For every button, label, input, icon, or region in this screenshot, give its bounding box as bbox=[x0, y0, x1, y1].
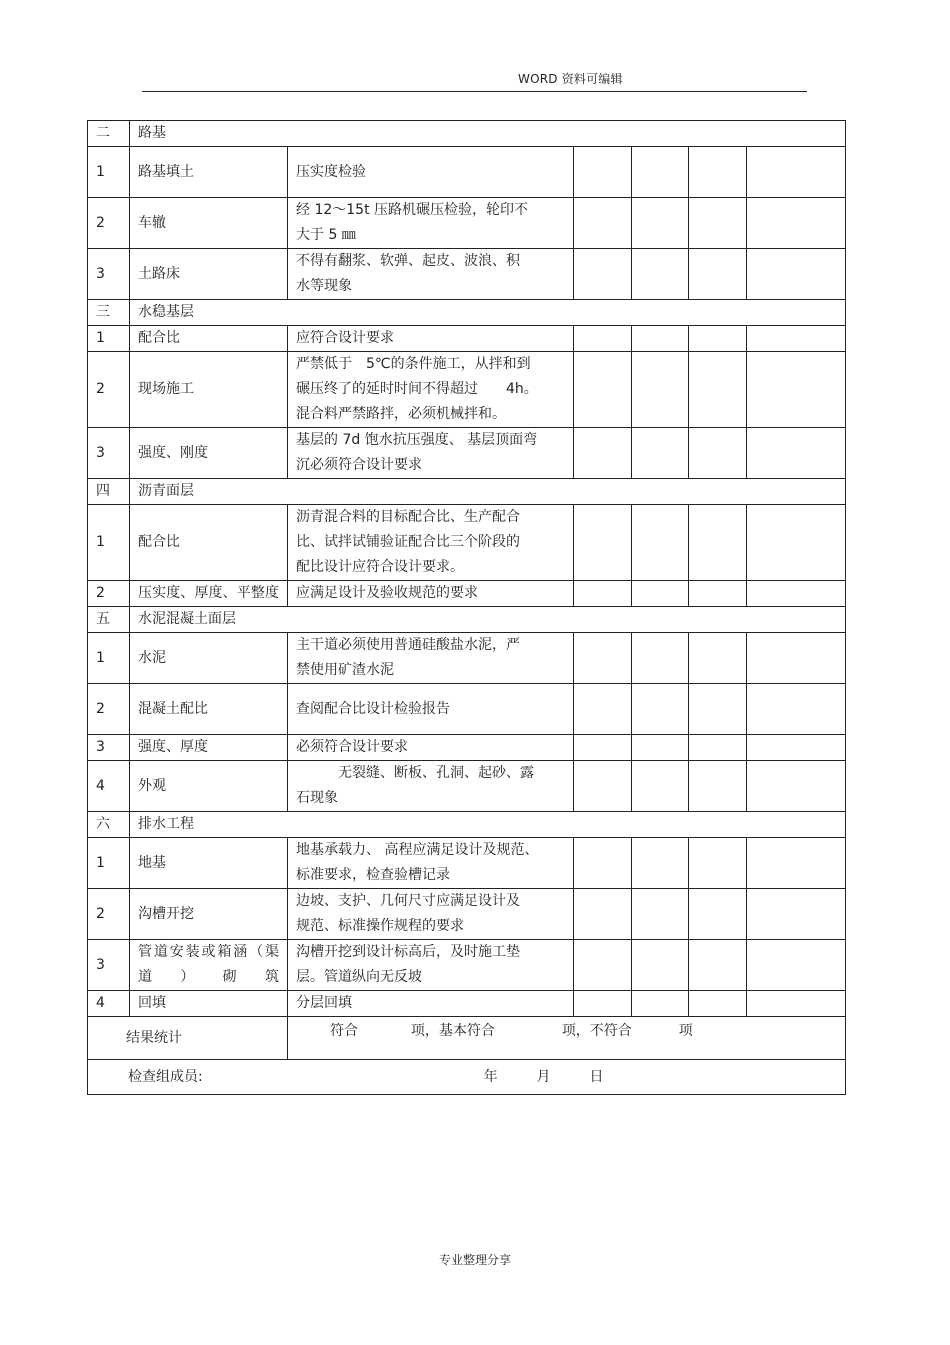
table-row bbox=[88, 991, 846, 1017]
item-name: 配合比 bbox=[130, 326, 288, 352]
requirement-line: 经 12～15t 压路机碾压检验，轮印不 bbox=[296, 202, 529, 218]
check-cell[interactable] bbox=[747, 940, 846, 991]
check-cell[interactable] bbox=[747, 735, 846, 761]
summary-pass: 符合 bbox=[330, 1023, 358, 1039]
item-requirement bbox=[288, 428, 574, 479]
requirement-line: 碾压终了的延时时间不得超过 4h。 bbox=[296, 381, 538, 397]
requirement-line: 必须符合设计要求 bbox=[296, 739, 408, 755]
check-cell[interactable] bbox=[574, 428, 632, 479]
check-cell[interactable] bbox=[747, 991, 846, 1017]
requirement-line: 严禁低于 5℃的条件施工，从拌和到 bbox=[296, 356, 531, 372]
requirement-line: 石现象 bbox=[296, 790, 338, 806]
item-requirement bbox=[288, 326, 574, 352]
check-cell[interactable] bbox=[632, 326, 689, 352]
check-cell[interactable] bbox=[747, 838, 846, 889]
item-number: 3 bbox=[88, 940, 130, 991]
item-name: 管道安装或箱涵（渠道）砌筑 bbox=[130, 940, 288, 991]
check-cell[interactable] bbox=[632, 198, 689, 249]
sign-label: 检查组成员: bbox=[128, 1068, 203, 1085]
table-row bbox=[88, 940, 846, 991]
check-cell[interactable] bbox=[689, 249, 747, 300]
section-row bbox=[88, 607, 846, 633]
requirement-line: 层。管道纵向无反坡 bbox=[296, 969, 422, 985]
section-row bbox=[88, 121, 846, 147]
table-row bbox=[88, 352, 846, 428]
section-title: 水泥混凝土面层 bbox=[130, 607, 846, 633]
check-cell[interactable] bbox=[632, 352, 689, 428]
check-cell[interactable] bbox=[689, 581, 747, 607]
item-requirement bbox=[288, 940, 574, 991]
check-cell[interactable] bbox=[747, 505, 846, 581]
check-cell[interactable] bbox=[689, 684, 747, 735]
item-number: 1 bbox=[88, 326, 130, 352]
check-cell[interactable] bbox=[574, 889, 632, 940]
item-requirement bbox=[288, 198, 574, 249]
check-cell[interactable] bbox=[632, 838, 689, 889]
item-number: 2 bbox=[88, 581, 130, 607]
item-name: 混凝土配比 bbox=[130, 684, 288, 735]
page-footer: 专业整理分享 bbox=[438, 1253, 511, 1267]
summary-item2: 项，不符合 bbox=[561, 1023, 632, 1039]
section-number: 二 bbox=[88, 121, 130, 147]
check-cell[interactable] bbox=[689, 889, 747, 940]
check-cell[interactable] bbox=[747, 761, 846, 812]
check-cell[interactable] bbox=[747, 428, 846, 479]
table-row bbox=[88, 889, 846, 940]
check-cell[interactable] bbox=[574, 198, 632, 249]
check-cell[interactable] bbox=[574, 735, 632, 761]
summary-label: 结果统计 bbox=[88, 1017, 288, 1060]
requirement-line: 沟槽开挖到设计标高后，及时施工垫 bbox=[296, 944, 520, 960]
requirement-line: 应满足设计及验收规范的要求 bbox=[296, 585, 478, 601]
item-requirement bbox=[288, 889, 574, 940]
summary-text bbox=[288, 1017, 846, 1060]
requirement-line: 基层的 7d 饱水抗压强度、 基层顶面弯 bbox=[296, 432, 538, 448]
check-cell[interactable] bbox=[747, 581, 846, 607]
section-title: 排水工程 bbox=[130, 812, 846, 838]
sign-month: 月 bbox=[536, 1068, 551, 1085]
check-cell[interactable] bbox=[632, 735, 689, 761]
header-rule bbox=[142, 91, 807, 92]
section-row bbox=[88, 812, 846, 838]
item-name: 车辙 bbox=[130, 198, 288, 249]
check-cell[interactable] bbox=[689, 633, 747, 684]
check-cell[interactable] bbox=[574, 633, 632, 684]
check-cell[interactable] bbox=[689, 428, 747, 479]
requirement-line: 规范、标准操作规程的要求 bbox=[296, 918, 464, 934]
requirement-line: 地基承载力、 高程应满足设计及规范、 bbox=[296, 842, 539, 858]
section-title: 水稳基层 bbox=[130, 300, 846, 326]
item-requirement bbox=[288, 505, 574, 581]
check-cell[interactable] bbox=[632, 889, 689, 940]
requirement-line: 查阅配合比设计检验报告 bbox=[296, 700, 450, 717]
requirement-line: 沉必须符合设计要求 bbox=[296, 457, 422, 473]
section-row bbox=[88, 479, 846, 505]
check-cell[interactable] bbox=[689, 505, 747, 581]
check-cell[interactable] bbox=[747, 198, 846, 249]
check-cell[interactable] bbox=[632, 505, 689, 581]
item-number: 2 bbox=[88, 198, 130, 249]
check-cell[interactable] bbox=[689, 352, 747, 428]
check-cell[interactable] bbox=[689, 147, 747, 198]
check-cell[interactable] bbox=[689, 735, 747, 761]
section-number: 六 bbox=[88, 812, 130, 838]
sign-year: 年 bbox=[483, 1068, 498, 1085]
item-requirement bbox=[288, 735, 574, 761]
table-row bbox=[88, 581, 846, 607]
check-cell[interactable] bbox=[632, 761, 689, 812]
inspection-table bbox=[87, 120, 846, 1095]
requirement-line: 主干道必须使用普通硅酸盐水泥，严 bbox=[296, 637, 520, 653]
item-name: 路基填土 bbox=[130, 147, 288, 198]
check-cell[interactable] bbox=[574, 581, 632, 607]
check-cell[interactable] bbox=[689, 198, 747, 249]
check-cell[interactable] bbox=[747, 326, 846, 352]
table-body bbox=[88, 121, 846, 1095]
check-cell[interactable] bbox=[632, 147, 689, 198]
item-requirement bbox=[288, 838, 574, 889]
requirement-line: 边坡、支护、几何尺寸应满足设计及 bbox=[296, 893, 520, 909]
check-cell[interactable] bbox=[574, 761, 632, 812]
item-number: 4 bbox=[88, 991, 130, 1017]
item-requirement bbox=[288, 249, 574, 300]
item-name: 配合比 bbox=[130, 505, 288, 581]
requirement-line: 混合料严禁路拌，必须机械拌和。 bbox=[296, 406, 506, 422]
table-row bbox=[88, 505, 846, 581]
item-name: 地基 bbox=[130, 838, 288, 889]
check-cell[interactable] bbox=[747, 684, 846, 735]
item-requirement bbox=[288, 147, 574, 198]
summary-row bbox=[88, 1017, 846, 1060]
item-number: 1 bbox=[88, 147, 130, 198]
item-requirement bbox=[288, 684, 574, 735]
requirement-line: 分层回填 bbox=[296, 995, 352, 1011]
item-requirement bbox=[288, 352, 574, 428]
table-row bbox=[88, 838, 846, 889]
table-row bbox=[88, 428, 846, 479]
sign-cell bbox=[88, 1060, 846, 1095]
summary-item1: 项，基本符合 bbox=[410, 1023, 495, 1039]
check-cell[interactable] bbox=[747, 633, 846, 684]
check-cell[interactable] bbox=[574, 505, 632, 581]
item-number: 2 bbox=[88, 889, 130, 940]
page-header: WORD 资料可编辑 bbox=[518, 72, 623, 86]
table-row bbox=[88, 147, 846, 198]
check-cell[interactable] bbox=[574, 326, 632, 352]
requirement-line: 禁使用矿渣水泥 bbox=[296, 662, 394, 678]
check-cell[interactable] bbox=[689, 838, 747, 889]
item-number: 2 bbox=[88, 684, 130, 735]
requirement-line: 大于 5 ㎜ bbox=[296, 227, 356, 243]
item-name: 水泥 bbox=[130, 633, 288, 684]
table-row bbox=[88, 326, 846, 352]
section-number: 三 bbox=[88, 300, 130, 326]
table-row bbox=[88, 735, 846, 761]
requirement-line: 水等现象 bbox=[296, 278, 352, 294]
check-cell[interactable] bbox=[689, 940, 747, 991]
item-number: 1 bbox=[88, 838, 130, 889]
table-row bbox=[88, 684, 846, 735]
sign-day: 日 bbox=[589, 1068, 604, 1085]
item-number: 4 bbox=[88, 761, 130, 812]
table-row bbox=[88, 761, 846, 812]
check-cell[interactable] bbox=[632, 684, 689, 735]
check-cell[interactable] bbox=[574, 249, 632, 300]
check-cell[interactable] bbox=[747, 147, 846, 198]
item-name: 强度、刚度 bbox=[130, 428, 288, 479]
summary-item3: 项 bbox=[678, 1023, 693, 1039]
item-name: 回填 bbox=[130, 991, 288, 1017]
check-cell[interactable] bbox=[632, 581, 689, 607]
requirement-line: 沥青混合料的目标配合比、生产配合 bbox=[296, 509, 520, 525]
check-cell[interactable] bbox=[574, 352, 632, 428]
section-title: 路基 bbox=[130, 121, 846, 147]
check-cell[interactable] bbox=[574, 991, 632, 1017]
item-requirement bbox=[288, 581, 574, 607]
item-name: 强度、厚度 bbox=[130, 735, 288, 761]
table-row bbox=[88, 633, 846, 684]
section-number: 四 bbox=[88, 479, 130, 505]
table-row bbox=[88, 249, 846, 300]
item-name: 土路床 bbox=[130, 249, 288, 300]
check-cell[interactable] bbox=[632, 940, 689, 991]
check-cell[interactable] bbox=[689, 326, 747, 352]
check-cell[interactable] bbox=[747, 249, 846, 300]
item-number: 1 bbox=[88, 633, 130, 684]
check-cell[interactable] bbox=[632, 633, 689, 684]
section-number: 五 bbox=[88, 607, 130, 633]
requirement-line: 标准要求，检查验槽记录 bbox=[296, 867, 450, 883]
check-cell[interactable] bbox=[632, 249, 689, 300]
check-cell[interactable] bbox=[632, 991, 689, 1017]
section-title: 沥青面层 bbox=[130, 479, 846, 505]
check-cell[interactable] bbox=[574, 940, 632, 991]
check-cell[interactable] bbox=[689, 761, 747, 812]
item-number: 1 bbox=[88, 505, 130, 581]
item-name: 外观 bbox=[130, 761, 288, 812]
item-number: 3 bbox=[88, 249, 130, 300]
item-name: 压实度、厚度、平整度 bbox=[130, 581, 288, 607]
requirement-line: 应符合设计要求 bbox=[296, 330, 394, 346]
item-requirement bbox=[288, 633, 574, 684]
requirement-line: 配比设计应符合设计要求。 bbox=[296, 559, 464, 575]
requirement-line: 比、试拌试铺验证配合比三个阶段的 bbox=[296, 534, 520, 550]
check-cell[interactable] bbox=[632, 428, 689, 479]
check-cell[interactable] bbox=[747, 889, 846, 940]
item-number: 3 bbox=[88, 428, 130, 479]
check-cell[interactable] bbox=[747, 352, 846, 428]
item-requirement bbox=[288, 761, 574, 812]
table-row bbox=[88, 198, 846, 249]
check-cell[interactable] bbox=[574, 684, 632, 735]
section-row bbox=[88, 300, 846, 326]
item-name: 沟槽开挖 bbox=[130, 889, 288, 940]
requirement-line: 无裂缝、断板、孔洞、起砂、露 bbox=[296, 765, 534, 781]
item-number: 2 bbox=[88, 352, 130, 428]
item-name: 现场施工 bbox=[130, 352, 288, 428]
requirement-line: 压实度检验 bbox=[296, 163, 366, 180]
item-requirement bbox=[288, 991, 574, 1017]
check-cell[interactable] bbox=[574, 838, 632, 889]
sign-row bbox=[88, 1060, 846, 1095]
check-cell[interactable] bbox=[689, 991, 747, 1017]
item-number: 3 bbox=[88, 735, 130, 761]
requirement-line: 不得有翻浆、软弹、起皮、波浪、积 bbox=[296, 253, 520, 269]
check-cell[interactable] bbox=[574, 147, 632, 198]
